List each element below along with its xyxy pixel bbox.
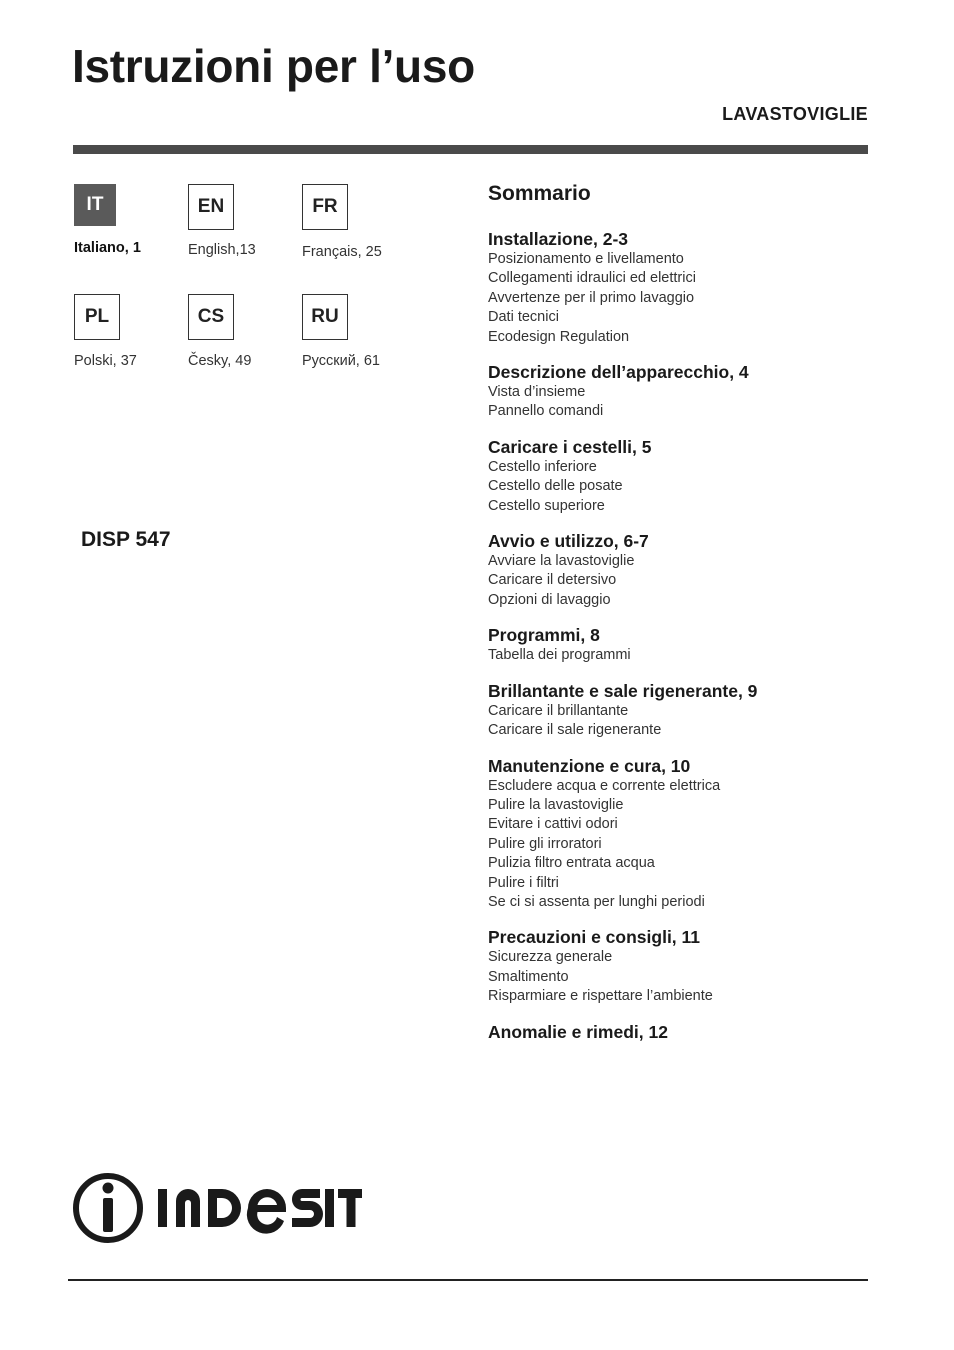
toc-item[interactable]: Cestello inferiore [488,458,597,475]
language-en[interactable] [188,184,308,258]
toc-item[interactable]: Posizionamento e livellamento [488,251,684,267]
toc-section [488,926,888,1006]
language-pl[interactable] [74,294,194,369]
language-fr[interactable] [302,184,422,260]
toc-item[interactable]: Sicurezza generale [488,949,613,966]
toc-section [488,530,888,610]
toc-item[interactable]: Smaltimento [488,968,569,985]
language-cs[interactable] [188,294,308,369]
toc-item[interactable]: Cestello superiore [488,497,605,514]
toc-section-title[interactable]: Manutenzione e cura, 10 [488,755,691,776]
toc-item[interactable]: Avviare la lavastoviglie [488,553,635,570]
toc-section [488,755,888,913]
toc-item[interactable]: Risparmiare e rispettare l’ambiente [488,988,713,1005]
toc-section-title[interactable]: Anomalie e rimedi, 12 [488,1021,668,1042]
toc-section [488,624,888,665]
language-it[interactable] [74,184,194,256]
toc-item[interactable]: Pulire gli irroratori [488,835,602,852]
header-divider [73,145,868,154]
toc-sections [488,228,888,1043]
toc-item[interactable]: Escludere acqua e corrente elettrica [488,777,721,794]
toc-section-title[interactable]: Descrizione dell’apparecchio, 4 [488,362,749,383]
language-ru[interactable] [302,294,422,369]
language-label: Français, 25 [302,244,382,260]
toc-item[interactable]: Cestello delle posate [488,478,623,495]
toc-item[interactable]: Opzioni di lavaggio [488,591,611,608]
toc-section-title[interactable]: Caricare i cestelli, 5 [488,436,652,457]
toc-item[interactable]: Pannello comandi [488,403,604,420]
toc-section-title[interactable]: Programmi, 8 [488,625,600,646]
toc-item[interactable]: Pulire i filtri [488,874,559,891]
toc-section [488,361,888,422]
language-code-box: IT [74,184,116,226]
toc-section [488,228,888,347]
brand-logo [72,1170,362,1251]
product-category: LAVASTOVIGLIE [722,104,868,124]
language-label: Italiano, 1 [74,240,141,256]
model-number: DISP 547 [81,528,171,551]
toc-section-title[interactable]: Precauzioni e consigli, 11 [488,927,701,948]
language-code-box: FR [302,184,348,230]
toc-section [488,680,888,741]
toc-section-title[interactable]: Installazione, 2-3 [488,229,629,249]
language-label: English,13 [188,242,256,258]
toc-item[interactable]: Ecodesign Regulation [488,328,630,345]
language-label: Česky, 49 [188,353,252,369]
language-code-box: EN [188,184,234,230]
toc-item[interactable]: Caricare il sale rigenerante [488,722,662,739]
toc-section-title[interactable]: Brillantante e sale rigenerante, 9 [488,680,758,701]
toc-item[interactable]: Vista d’insieme [488,384,586,401]
footer-divider [68,1279,868,1281]
toc-item[interactable]: Pulizia filtro entrata acqua [488,855,655,872]
toc-heading: Sommario [488,182,591,205]
toc-section [488,436,888,516]
page-title: Istruzioni per l’uso [72,40,475,92]
toc-item[interactable]: Evitare i cattivi odori [488,816,618,833]
language-code-box: PL [74,294,120,340]
table-of-contents [488,180,888,1057]
toc-item[interactable]: Caricare il brillantante [488,702,629,719]
toc-item[interactable]: Pulire la lavastoviglie [488,796,624,813]
language-code-box: RU [302,294,348,340]
toc-item[interactable]: Dati tecnici [488,309,559,326]
language-label: Polski, 37 [74,353,137,369]
toc-item[interactable]: Caricare il detersivo [488,572,617,589]
toc-item[interactable]: Collegamenti idraulici ed elettrici [488,270,696,287]
toc-section [488,1021,888,1043]
language-code-box: CS [188,294,234,340]
language-label: Русский, 61 [302,353,380,369]
indesit-logo-icon [72,1170,362,1246]
toc-item[interactable]: Avvertenze per il primo lavaggio [488,289,695,306]
toc-item[interactable]: Se ci si assenta per lunghi periodi [488,893,705,910]
toc-section-title[interactable]: Avvio e utilizzo, 6-7 [488,531,649,552]
toc-item[interactable]: Tabella dei programmi [488,647,631,664]
